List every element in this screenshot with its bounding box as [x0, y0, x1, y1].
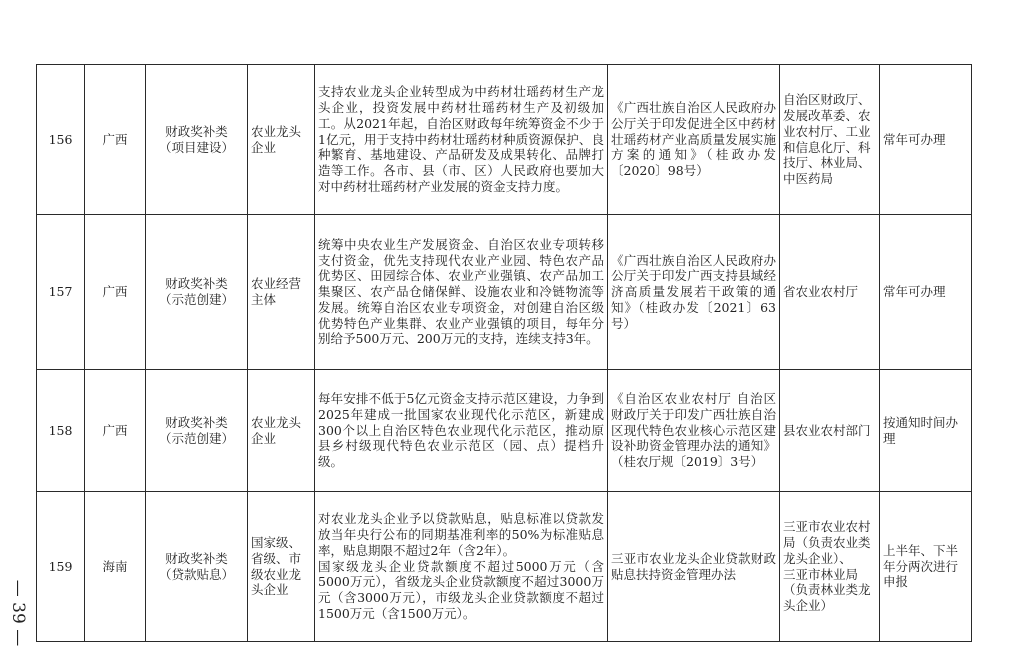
table-row	[37, 492, 972, 642]
row-target: 国家级、省级、市级农业龙头企业	[248, 492, 315, 642]
row-region: 广西	[85, 370, 146, 492]
row-index: 157	[37, 215, 85, 370]
row-content: 支持农业龙头企业转型成为中药材壮瑶药材生产龙头企业，投资发展中药材壮瑶药材生产及初级加工。从2021年起，自治区财政每年统筹资金不少于1亿元，用于支持中药材壮瑶药材种质资源保护、良种繁育、基地建设、产品研发及成果转化、品牌打造等工作。各市、县（市、区）人民政府也要加大对中药材壮瑶药材产业发展的资金支持力度。	[315, 65, 608, 215]
row-policy-type: 财政奖补类 （示范创建）	[146, 215, 248, 370]
row-policy-basis: 三亚市农业龙头企业贷款财政贴息扶持资金管理办法	[608, 492, 780, 642]
row-index: 158	[37, 370, 85, 492]
policy-table	[36, 64, 972, 642]
table-row	[37, 215, 972, 370]
row-timing: 按通知时间办理	[880, 370, 972, 492]
row-department: 自治区财政厅、发展改革委、农业农村厅、工业和信息化厅、科技厅、林业局、中医药局	[780, 65, 880, 215]
row-index: 159	[37, 492, 85, 642]
row-timing: 常年可办理	[880, 215, 972, 370]
row-policy-type: 财政奖补类 （项目建设）	[146, 65, 248, 215]
row-policy-basis: 《广西壮族自治区人民政府办公厅关于印发广西支持县域经济高质量发展若干政策的通知》（桂政办发〔2021〕63号）	[608, 215, 780, 370]
page-number	[8, 578, 28, 648]
row-department: 三亚市农业农村局（负责农业类龙头企业）、 三亚市林业局（负责林业类龙头企业）	[780, 492, 880, 642]
row-region: 海南	[85, 492, 146, 642]
row-content: 对农业龙头企业予以贷款贴息，贴息标准以贷款发放当年央行公布的同期基准利率的50%为标准贴息率，贴息期限不超过2年（含2年）。 国家级龙头企业贷款额度不超过5000万元（含5000万元），省级龙头企业贷款额度不超过3000万元（含3000万元），市级龙头企业贷款额度不超过1500万元（含1500万元）。	[315, 492, 608, 642]
row-target: 农业龙头 企业	[248, 370, 315, 492]
row-region: 广西	[85, 215, 146, 370]
row-department: 县农业农村部门	[780, 370, 880, 492]
row-policy-basis: 《自治区农业农村厅 自治区财政厅关于印发广西壮族自治区现代特色农业核心示范区建设补助资金管理办法的通知》（桂农厅规〔2019〕3号）	[608, 370, 780, 492]
row-region: 广西	[85, 65, 146, 215]
row-department: 省农业农村厅	[780, 215, 880, 370]
row-timing: 常年可办理	[880, 65, 972, 215]
table-row	[37, 370, 972, 492]
row-content: 统筹中央农业生产发展资金、自治区农业专项转移支付资金，优先支持现代农业产业园、特色农产品优势区、田园综合体、农业产业强镇、农产品加工集聚区、农产品仓储保鲜、设施农业和冷链物流等发展。统筹自治区农业专项资金，对创建自治区级优势特色产业集群、农业产业强镇的项目，每年分别给予500万元、200万元的支持，连续支持3年。	[315, 215, 608, 370]
row-content: 每年安排不低于5亿元资金支持示范区建设，力争到2025年建成一批国家农业现代化示范区，新建成300个以上自治区特色农业现代化示范区，推动原县乡村级现代特色农业示范区（园、点）提档升级。	[315, 370, 608, 492]
row-policy-basis: 《广西壮族自治区人民政府办公厅关于印发促进全区中药材壮瑶药材产业高质量发展实施方案的通知》（桂政办发〔2020〕98号）	[608, 65, 780, 215]
row-timing: 上半年、下半年分两次进行申报	[880, 492, 972, 642]
row-index: 156	[37, 65, 85, 215]
row-target: 农业经营 主体	[248, 215, 315, 370]
table-row	[37, 65, 972, 215]
page-number-text: — 39 —	[8, 579, 29, 647]
row-policy-type: 财政奖补类 （示范创建）	[146, 370, 248, 492]
row-policy-type: 财政奖补类 （贷款贴息）	[146, 492, 248, 642]
row-target: 农业龙头 企业	[248, 65, 315, 215]
